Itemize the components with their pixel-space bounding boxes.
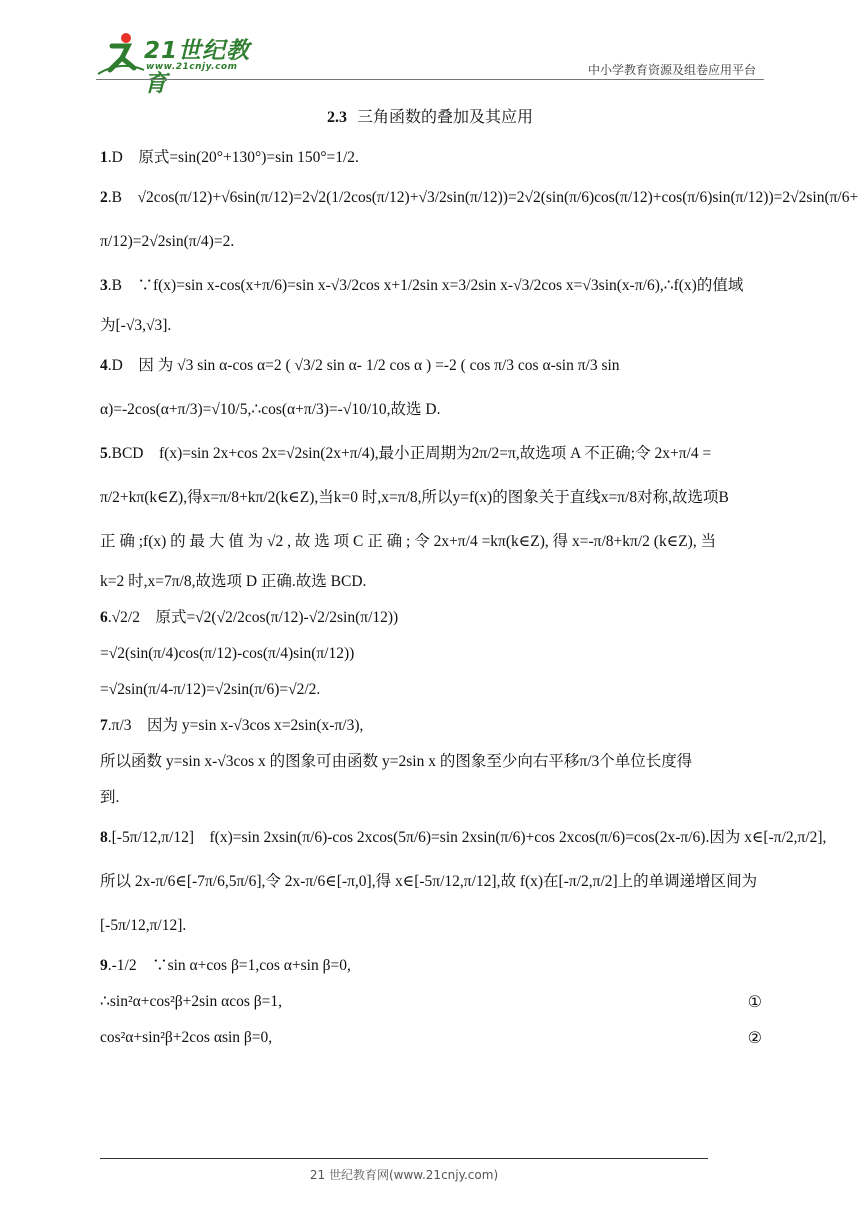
question-number: 9 bbox=[100, 957, 108, 974]
page-header bbox=[96, 30, 764, 97]
answer-line bbox=[100, 948, 762, 984]
answer-line bbox=[100, 140, 762, 176]
answer-text: .D 因 为 √3 sin α-cos α=2 ( √3/2 sin α- 1/2 cos α ) =-2 ( cos π/3 cos α-sin π/3 sin bbox=[107, 357, 620, 374]
question-number: 2 bbox=[100, 189, 108, 206]
answer-text: 所以函数 y=sin x-√3cos x 的图象可由函数 y=2sin x 的图象至少向右平移π/3个单位长度得 bbox=[100, 753, 693, 770]
logo-url: www.21cnjy.com bbox=[146, 62, 238, 72]
question-number: 1 bbox=[100, 149, 108, 166]
answer-line bbox=[100, 600, 762, 636]
equation-marker: ② bbox=[747, 1028, 762, 1047]
answer-text: .-1/2 ∵sin α+cos β=1,cos α+sin β=0, bbox=[107, 957, 351, 974]
answer-line bbox=[100, 672, 762, 708]
answer-line bbox=[100, 520, 762, 564]
answer-text: cos²α+sin²β+2cos αsin β=0, bbox=[100, 1029, 273, 1046]
answer-line bbox=[100, 780, 762, 816]
question-number: 5 bbox=[100, 445, 108, 462]
answer-line bbox=[100, 904, 762, 948]
answer-line bbox=[100, 388, 762, 432]
equation-marker: ① bbox=[747, 992, 762, 1011]
question-number: 6 bbox=[100, 609, 108, 626]
answer-line bbox=[100, 564, 762, 600]
answer-text: ∴sin²α+cos²β+2sin αcos β=1, bbox=[100, 993, 283, 1010]
answer-line bbox=[100, 344, 762, 388]
header-divider bbox=[96, 79, 764, 80]
answer-text: =√2(sin(π/4)cos(π/12)-cos(π/4)sin(π/12)) bbox=[100, 645, 355, 662]
answer-text: 到. bbox=[100, 789, 120, 806]
answer-text: .√2/2 原式=√2(√2/2cos(π/12)-√2/2sin(π/12)) bbox=[107, 609, 399, 626]
answer-text: k=2 时,x=7π/8,故选项 D 正确.故选 BCD. bbox=[100, 573, 367, 590]
answer-line bbox=[100, 816, 827, 860]
answer-content bbox=[100, 140, 859, 1056]
answer-text: 为[-√3,√3]. bbox=[100, 317, 172, 334]
answer-text: .B ∵f(x)=sin x-cos(x+π/6)=sin x-√3/2cos x+1/2sin x=3/2sin x-√3/2cos x=√3sin(x-π/6),∴f(x)的值域 bbox=[107, 277, 744, 294]
logo-text: 21世纪教育 bbox=[144, 38, 251, 97]
section-number: 2.3 bbox=[326, 109, 347, 126]
answer-text: π/2+kπ(k∈Z),得x=π/8+kπ/2(k∈Z),当k=0 时,x=π/8,所以y=f(x)的图象关于直线x=π/8对称,故选项B bbox=[100, 489, 729, 506]
answer-line bbox=[100, 860, 762, 904]
runner-icon bbox=[96, 30, 146, 78]
answer-line bbox=[100, 432, 762, 476]
question-number: 7 bbox=[100, 717, 108, 734]
answer-line bbox=[100, 308, 762, 344]
answer-text: .BCD f(x)=sin 2x+cos 2x=√2sin(2x+π/4),最小正周期为2π/2=π,故选项 A 不正确;令 2x+π/4 = bbox=[107, 445, 712, 462]
answer-text: α)=-2cos(α+π/3)=√10/5,∴cos(α+π/3)=-√10/10,故选 D. bbox=[100, 401, 441, 418]
header-platform-text: 中小学教育资源及组卷应用平台 bbox=[587, 63, 756, 77]
question-number: 3 bbox=[100, 277, 108, 294]
answer-line bbox=[100, 984, 762, 1020]
question-number: 4 bbox=[100, 357, 108, 374]
question-number: 8 bbox=[100, 829, 108, 846]
page-footer: 21 世纪教育网(www.21cnjy.com) bbox=[309, 1168, 499, 1182]
section-title bbox=[0, 104, 860, 127]
answer-text: .π/3 因为 y=sin x-√3cos x=2sin(x-π/3), bbox=[107, 717, 364, 734]
answer-line bbox=[100, 1020, 762, 1056]
answer-line bbox=[100, 708, 762, 744]
site-logo bbox=[96, 30, 256, 97]
answer-text: .B √2cos(π/12)+√6sin(π/12)=2√2(1/2cos(π/12)+√3/2sin(π/12))=2√2(sin(π/6)cos(π/12)+cos(π/6)sin(π/12))=2√2sin(π/6+ bbox=[107, 189, 859, 206]
answer-text: 所以 2x-π/6∈[-7π/6,5π/6],令 2x-π/6∈[-π,0],得 x∈[-5π/12,π/12],故 f(x)在[-π/2,π/2]上的单调递增区间为 bbox=[100, 873, 758, 890]
answer-line bbox=[100, 176, 859, 220]
answer-text: 正 确 ;f(x) 的 最 大 值 为 √2 , 故 选 项 C 正 确 ; 令 2x+π/4 =kπ(k∈Z), 得 x=-π/8+kπ/2 (k∈Z), 当 bbox=[100, 533, 717, 550]
answer-line bbox=[100, 476, 762, 520]
answer-line bbox=[100, 264, 762, 308]
section-title-text: 三角函数的叠加及其应用 bbox=[356, 109, 533, 126]
answer-text: [-5π/12,π/12]. bbox=[100, 917, 187, 934]
footer-divider bbox=[100, 1158, 708, 1159]
answer-line bbox=[100, 636, 762, 672]
answer-text: =√2sin(π/4-π/12)=√2sin(π/6)=√2/2. bbox=[100, 681, 321, 698]
answer-text: .[-5π/12,π/12] f(x)=sin 2xsin(π/6)-cos 2xcos(5π/6)=sin 2xsin(π/6)+cos 2xcos(π/6)=cos(2x-π/6).因为 x∈[-π/2,π/2], bbox=[107, 829, 827, 846]
answer-text: .D 原式=sin(20°+130°)=sin 150°=1/2. bbox=[107, 149, 359, 166]
answer-line bbox=[100, 220, 762, 264]
answer-text: π/12)=2√2sin(π/4)=2. bbox=[100, 233, 235, 250]
answer-line bbox=[100, 744, 762, 780]
